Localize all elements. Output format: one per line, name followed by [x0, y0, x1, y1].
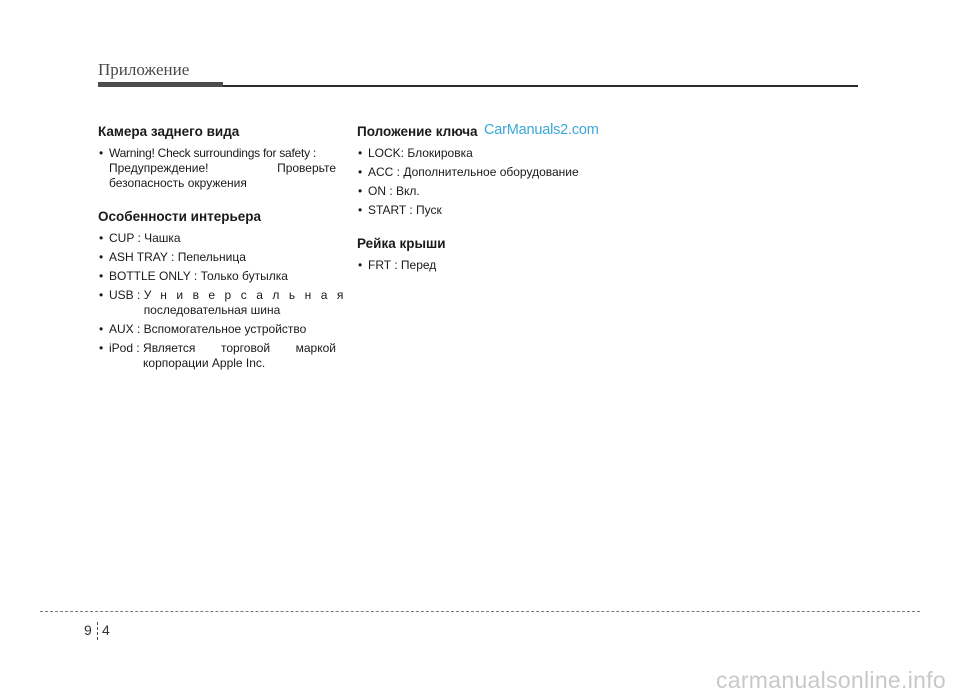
usb-value-line-1: Универсальная	[143, 288, 353, 302]
section-header-title: Приложение	[98, 60, 190, 79]
bullet: •	[99, 341, 104, 355]
ipod-value-line-1: Является торговой маркой	[143, 341, 336, 355]
usb-value-line-2: последовательная шина	[143, 303, 281, 317]
interior-list	[98, 231, 353, 371]
bullet: •	[99, 288, 104, 302]
bullet: •	[99, 250, 104, 264]
list-item	[98, 341, 336, 371]
ipod-value	[143, 341, 336, 371]
camera-section-title: Камера заднего вида	[98, 124, 240, 139]
acc-text: ACC : Дополнительное оборудование	[368, 165, 579, 179]
list-item	[98, 269, 336, 284]
usb-key: USB :	[109, 288, 144, 302]
aux-text: AUX : Вспомогательное устройство	[109, 322, 307, 336]
right-column	[357, 124, 617, 277]
on-text: ON : Вкл.	[368, 184, 420, 198]
ashtray-text: ASH TRAY : Пепельница	[109, 250, 246, 264]
bullet: •	[358, 184, 363, 198]
list-item	[98, 250, 336, 265]
warning-line-3: безопасность окружения	[109, 176, 247, 190]
page-number-chapter: 9	[84, 622, 92, 638]
ipod-entry	[109, 341, 336, 371]
page-number-separator	[97, 622, 98, 640]
warning-line-2a: Предупреждение!	[109, 161, 209, 175]
site-watermark: carmanualsonline.info	[715, 667, 946, 693]
warning-line-1: Warning! Check surroundings for safety :	[109, 146, 316, 160]
warning-line-2	[109, 161, 336, 176]
page-number-page: 4	[102, 622, 110, 638]
bottle-text: BOTTLE ONLY : Только бутылка	[109, 269, 288, 283]
key-list	[357, 146, 617, 218]
cup-text: CUP : Чашка	[109, 231, 181, 245]
camera-list	[98, 146, 336, 191]
bullet: •	[358, 258, 363, 272]
frt-text: FRT : Перед	[368, 258, 437, 272]
bullet: •	[358, 165, 363, 179]
list-item	[98, 322, 336, 337]
key-section-title: Положение ключа	[357, 124, 478, 139]
header-rule	[223, 85, 858, 87]
list-item	[357, 184, 617, 199]
ipod-value-line-2: корпорации Apple Inc.	[143, 356, 266, 370]
list-item	[98, 288, 353, 318]
carmanuals-watermark: CarManuals2.com	[484, 122, 599, 138]
list-item	[357, 146, 617, 161]
start-text: START : Пуск	[368, 203, 442, 217]
bullet: •	[99, 322, 104, 336]
bullet: •	[99, 146, 104, 160]
list-item	[357, 258, 617, 273]
list-item	[357, 203, 617, 218]
bullet: •	[99, 231, 104, 245]
warning-line-2b: Проверьте	[277, 161, 336, 175]
list-item	[98, 231, 336, 246]
lock-text: LOCK: Блокировка	[368, 146, 473, 160]
usb-entry	[109, 288, 353, 318]
roof-list	[357, 258, 617, 273]
bullet: •	[358, 203, 363, 217]
footer-rule	[40, 611, 920, 612]
header-accent-bar	[98, 82, 223, 87]
left-column	[98, 124, 353, 375]
interior-section-title: Особенности интерьера	[98, 209, 262, 224]
bullet: •	[358, 146, 363, 160]
bullet: •	[99, 269, 104, 283]
ipod-key: iPod :	[109, 341, 144, 355]
list-item	[357, 165, 617, 180]
list-item	[98, 146, 336, 191]
roof-section-title: Рейка крыши	[357, 236, 446, 251]
usb-value	[144, 288, 353, 318]
